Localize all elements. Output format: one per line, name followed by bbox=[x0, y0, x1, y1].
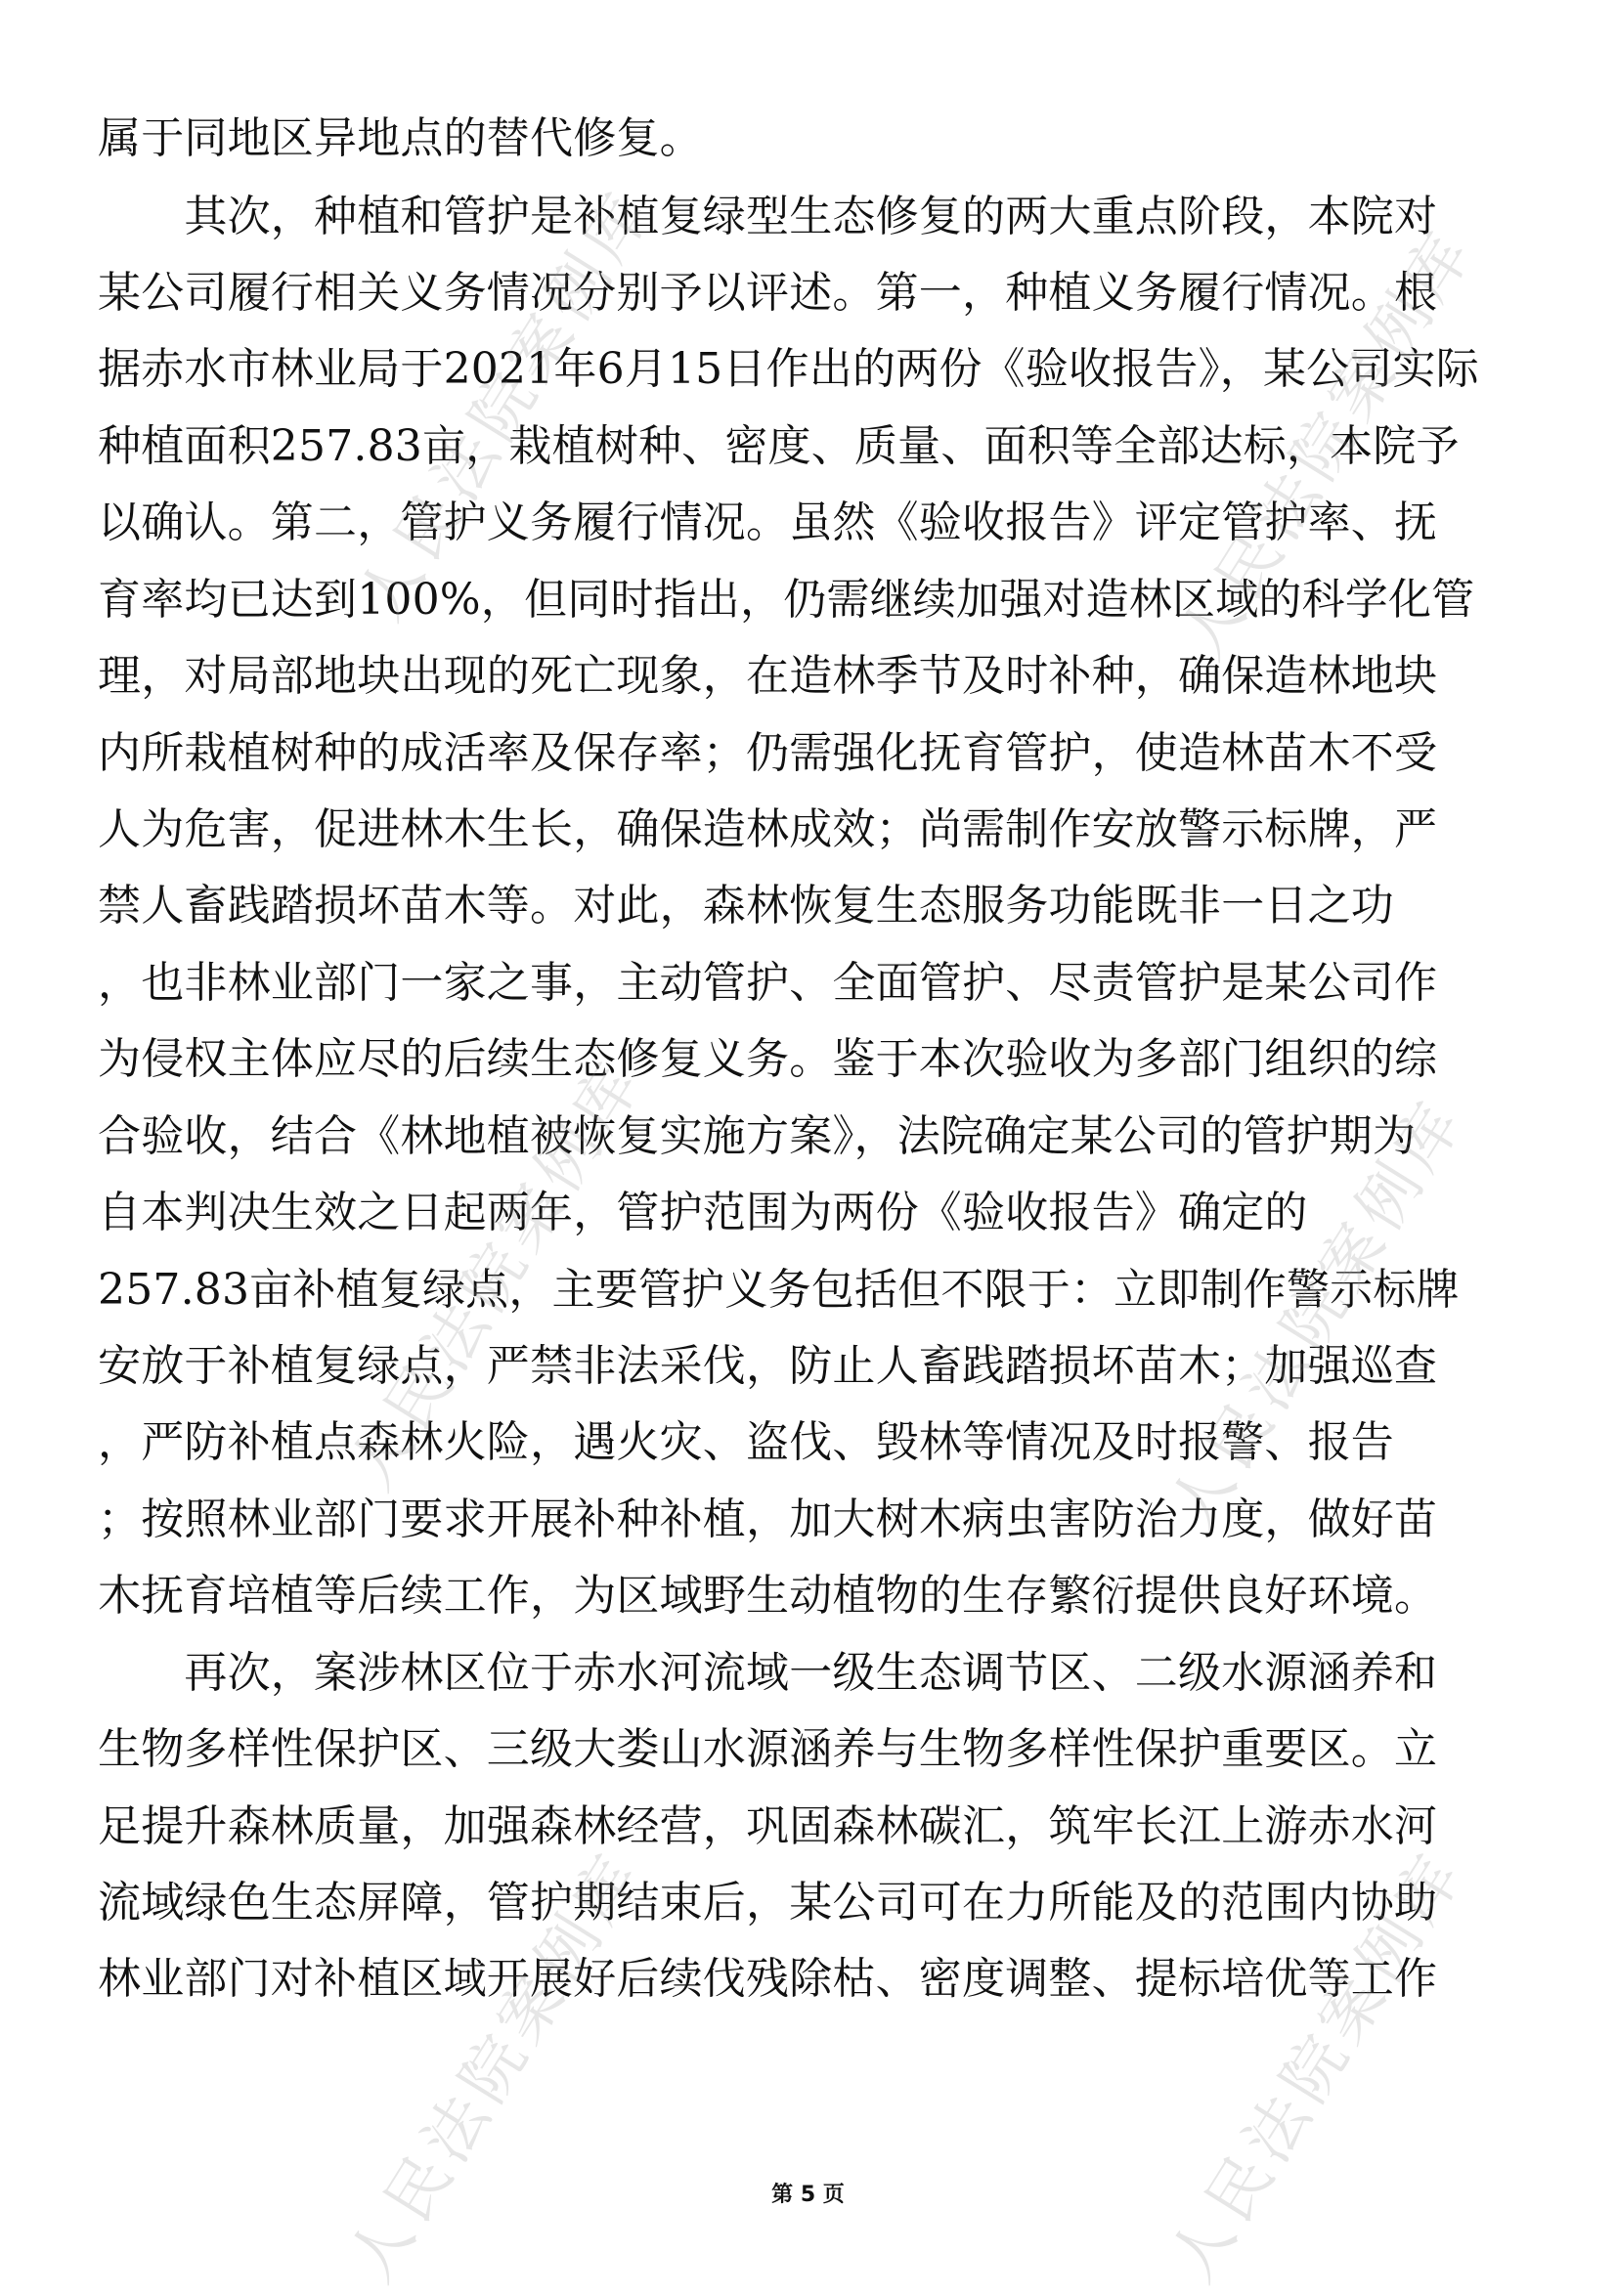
body-text-line: 为侵权主体应尽的后续生态修复义务。鉴于本次验收为多部门组织的综 bbox=[98, 1034, 1438, 1084]
body-text-line: 理，对局部地块出现的死亡现象，在造林季节及时补种，确保造林地块 bbox=[98, 651, 1438, 701]
body-text-line: 林业部门对补植区域开展好后续伐残除枯、密度调整、提标培优等工作 bbox=[98, 1954, 1438, 2004]
body-text-line: 种植面积257.83亩，栽植树种、密度、质量、面积等全部达标，本院予 bbox=[98, 421, 1460, 471]
body-text-line: 流域绿色生态屏障，管护期结束后，某公司可在力所能及的范围内协助 bbox=[98, 1878, 1438, 1928]
body-text-line: 某公司履行相关义务情况分别予以评述。第一，种植义务履行情况。根 bbox=[98, 268, 1438, 318]
body-text-line: 再次，案涉林区位于赤水河流域一级生态调节区、二级水源涵养和 bbox=[98, 1648, 1438, 1698]
body-text-line: ，严防补植点森林火险，遇火灾、盗伐、毁林等情况及时报警、报告 bbox=[98, 1417, 1394, 1467]
body-text-line: 内所栽植树种的成活率及保存率；仍需强化抚育管护，使造林苗木不受 bbox=[98, 728, 1438, 778]
body-text-line: ，也非林业部门一家之事，主动管护、全面管护、尽责管护是某公司作 bbox=[98, 958, 1438, 1008]
body-text-line: ；按照林业部门要求开展补种补植，加大树木病虫害防治力度，做好苗 bbox=[98, 1495, 1438, 1544]
body-text-line: 其次，种植和管护是补植复绿型生态修复的两大重点阶段，本院对 bbox=[98, 192, 1438, 241]
body-text-line: 合验收，结合《林地植被恢复实施方案》，法院确定某公司的管护期为 bbox=[98, 1111, 1417, 1161]
body-text-line: 足提升森林质量，加强森林经营，巩固森林碳汇，筑牢长江上游赤水河 bbox=[98, 1801, 1438, 1851]
page-number: 第 5 页 bbox=[771, 2183, 845, 2207]
body-text-line: 人为危害，促进林木生长，确保造林成效；尚需制作安放警示标牌，严 bbox=[98, 804, 1438, 854]
body-text-line: 属于同地区异地点的替代修复。 bbox=[98, 113, 703, 163]
body-text-line: 自本判决生效之日起两年，管护范围为两份《验收报告》确定的 bbox=[98, 1188, 1308, 1237]
body-text-line: 据赤水市林业局于2021年6月15日作出的两份《验收报告》，某公司实际 bbox=[98, 344, 1479, 394]
body-text-line: 育率均已达到100%，但同时指出，仍需继续加强对造林区域的科学化管 bbox=[98, 575, 1475, 625]
body-text-line: 安放于补植复绿点，严禁非法采伐，防止人畜践踏损坏苗木；加强巡查 bbox=[98, 1341, 1438, 1391]
watermark: 人民法院案例库 bbox=[1156, 1085, 1479, 1542]
body-text-line: 以确认。第二，管护义务履行情况。虽然《验收报告》评定管护率、抚 bbox=[98, 498, 1438, 547]
body-text-line: 禁人畜践踏损坏苗木等。对此，森林恢复生态服务功能既非一日之功 bbox=[98, 881, 1394, 931]
watermark: 人民法院案例库 bbox=[1156, 1838, 1479, 2295]
watermark: 人民法院案例库 bbox=[1165, 215, 1489, 672]
body-text-line: 257.83亩补植复绿点，主要管护义务包括但不限于：立即制作警示标牌 bbox=[98, 1265, 1460, 1315]
watermark: 人民法院案例库 bbox=[334, 1838, 658, 2295]
watermark: 人民法院案例库 bbox=[334, 1046, 658, 1503]
body-text-line: 生物多样性保护区、三级大娄山水源涵养与生物多样性保护重要区。立 bbox=[98, 1724, 1438, 1774]
watermark: 人民法院案例库 bbox=[344, 176, 668, 633]
body-text-line: 木抚育培植等后续工作，为区域野生动植物的生存繁衍提供良好环境。 bbox=[98, 1571, 1438, 1621]
